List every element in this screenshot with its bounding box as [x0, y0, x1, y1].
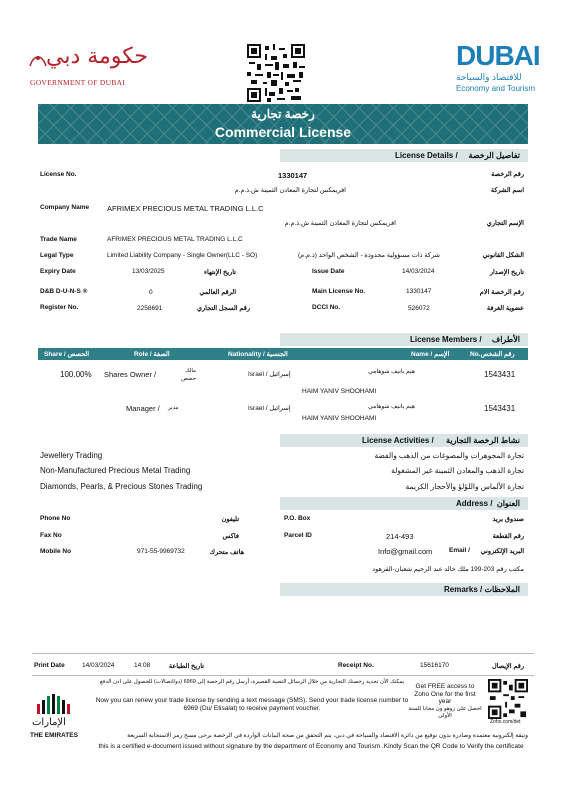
expiry-date-label-ar: تاريخ الإنتهاء — [203, 269, 236, 276]
gov-arabic-name: حكومة دبي — [46, 44, 148, 69]
col-share: Share / الحصص — [44, 351, 90, 358]
license-members-header — [280, 333, 528, 346]
remarks-header — [280, 583, 528, 596]
banner-title-arabic: رخصة تجارية — [251, 107, 315, 121]
member-nationality: Israel / إسرائيل — [248, 405, 291, 412]
zoho-promo-ar: احصل على زوهو ون مجانا للسنة الأولى — [408, 706, 482, 719]
phone-label: Phone No — [40, 515, 71, 522]
dept-english-name: Economy and Tourism — [456, 84, 535, 93]
main-license-label: Main License No. — [312, 288, 366, 295]
license-no-label: License No. — [40, 171, 77, 178]
member-share: 100.00% — [60, 370, 92, 379]
receipt-label-ar: رقم الإيصال — [491, 663, 524, 670]
duns-label: D&B D-U-N-S ® — [40, 288, 88, 295]
activity-ar: تجارة المجوهرات والمصوغات من الذهب والفضة — [374, 451, 524, 460]
fax-label-ar: فاكس — [222, 533, 239, 540]
company-name-ar: افريمكس لتجارة المعادن الثمينة ش.ذ.م.م — [234, 187, 346, 194]
remarks-title-en: Remarks / — [444, 585, 483, 594]
license-activities-header — [280, 434, 528, 447]
activity-ar: تجارة الألماس واللؤلؤ والأحجار الكريمة — [405, 482, 524, 491]
legal-type-label: Legal Type — [40, 252, 74, 259]
parcel-label-ar: رقم القطعة — [492, 533, 524, 540]
main-license-label-ar: رقم الرخصة الام — [479, 289, 524, 296]
dcci-no-label: DCCI No. — [312, 304, 341, 311]
banner-title-english: Commercial License — [214, 124, 352, 140]
email-label-ar: البريد الإلكتروني — [480, 548, 524, 555]
table-row — [38, 363, 528, 399]
col-name: Name / الإسم — [411, 351, 450, 358]
government-of-dubai-logo — [28, 44, 148, 92]
activity-en: Non-Manufactured Precious Metal Trading — [40, 466, 191, 475]
activity-ar: تجارة الذهب والمعادن الثمينة غير المشغولة — [391, 466, 524, 475]
issue-date-label: Issue Date — [312, 268, 345, 275]
renew-notice-en: Now you can renew your trade license by sending a text message (SMS). Send your trade license number to 6969 (Du/ Etisalat) to receive payment voucher. — [95, 697, 409, 712]
member-role-en: Shares Owner / — [104, 370, 157, 379]
pobox-label-ar: صندوق بريد — [492, 516, 524, 523]
gov-english-name: GOVERNMENT OF DUBAI — [30, 78, 126, 87]
company-name-value: AFRIMEX PRECIOUS METAL TRADING L.L.C — [107, 204, 264, 213]
the-emirates-logo — [28, 694, 86, 742]
renew-notice-ar: يمكنك الآن تجديد رخصتك التجارية من خلال الرسائل النصية القصيرة، أرسل رقم الرخصة إلى 6969 (دو/اتصالات) للحصول على اذن الدفع — [99, 679, 405, 685]
license-no-label-ar: رقم الرخصة — [491, 171, 524, 178]
member-no: 1543431 — [484, 370, 516, 379]
license-details-header — [280, 149, 528, 162]
trade-name-label-ar: الإسم التجاري — [486, 220, 524, 227]
license-details-title-en: License Details / — [395, 151, 458, 160]
expiry-date-label: Expiry Date — [40, 268, 76, 275]
member-name-ar: هيم يانيف شوهامي — [368, 404, 415, 410]
receipt-label: Receipt No. — [338, 662, 374, 669]
activity-en: Jewellery Trading — [40, 451, 103, 460]
member-name-en: HAIM YANIV SHOOHAMI — [302, 415, 377, 422]
footer-divider — [32, 653, 534, 654]
license-activities-title-ar: نشاط الرخصة التجارية — [446, 436, 520, 445]
member-role-en: Manager / — [126, 404, 160, 413]
print-date-label-ar: تاريخ الطباعة — [168, 663, 204, 670]
header-qr-code — [247, 44, 305, 102]
zoho-url: Zoho.com/det — [490, 719, 521, 725]
license-details-title-ar: تفاصيل الرخصة — [468, 151, 520, 160]
license-members-title-ar: الأطراف — [491, 335, 520, 344]
col-role: Role / الصفة — [134, 351, 170, 358]
register-no-label: Register No. — [40, 304, 79, 311]
company-name-label-ar: اسم الشركة — [490, 187, 524, 194]
emirates-arabic: الإمارات — [32, 717, 66, 728]
zoho-promo-en: Get FREE access to Zoho One for the first year — [414, 683, 476, 705]
email-label: Email / — [449, 547, 470, 554]
issue-date-label-ar: تاريخ الإصدار — [489, 269, 524, 276]
mobile-label: Mobile No — [40, 548, 72, 555]
phone-label-ar: تليفون — [221, 516, 239, 523]
member-no: 1543431 — [484, 404, 516, 413]
dcci-no-label-ar: عضوية الغرفة — [486, 305, 524, 312]
member-name-ar: هيم يانيف شوهامي — [368, 369, 415, 375]
print-time-value: 14:08 — [134, 662, 151, 669]
dubai-economy-tourism-logo — [452, 40, 542, 96]
trade-name-label: Trade Name — [40, 236, 77, 243]
zoho-qr-code — [488, 679, 528, 725]
member-nationality: Israel / إسرائيل — [248, 371, 291, 378]
register-no-label-ar: رقم السجل التجاري — [196, 305, 250, 312]
trade-name-value: AFRIMEX PRECIOUS METAL TRADING L.L.C — [107, 236, 243, 243]
zoho-promo — [408, 683, 482, 723]
parcel-label: Parcel ID — [284, 532, 312, 539]
legal-type-value: Limited Liability Company - Single Owner(LLC - SO) — [107, 252, 258, 259]
members-table-header — [38, 348, 528, 360]
legal-type-ar: شركة ذات مسؤولية محدودة - الشخص الواحد (ذ.م.م) — [298, 252, 440, 259]
emirates-bars-icon — [36, 694, 76, 716]
address-line-ar: مكتب رقم 203-199 ملك خالد عبد الرحيم شعبان-القرهود — [372, 566, 524, 573]
certified-notice-ar: وثيقة إلكترونية معتمدة وصادرة بدون توقيع من دائرة الاقتصاد والسياحة في دبي، يتم التحقق من صحة البيانات الواردة في الرخصة يرجى مسح رمز الاستجابة السريعة — [127, 733, 528, 739]
address-title-ar: العنوان — [496, 499, 520, 508]
dubai-wordmark: DUBAI — [456, 40, 540, 71]
print-date-label: Print Date — [34, 662, 65, 669]
dcci-no-value: 526072 — [408, 305, 430, 312]
gov-emblem-icon — [28, 52, 48, 68]
license-no-value: 1330147 — [278, 171, 308, 180]
table-row — [38, 399, 528, 427]
col-nationality: Nationality / الجنسية — [228, 351, 288, 358]
member-name-en: HAIM YANIV SHOOHAMI — [302, 388, 377, 395]
license-activities-title-en: License Activities / — [362, 436, 434, 445]
receipt-value: 15616170 — [420, 662, 449, 669]
address-title-en: Address / — [456, 499, 493, 508]
address-header — [280, 497, 528, 510]
register-no-value: 2258691 — [137, 305, 163, 312]
member-role-ar: مالك حصص — [181, 368, 196, 382]
mobile-value: 971-55-9969732 — [137, 548, 185, 555]
certified-notice-en: this is a certified e-document issued without signature by the department of Economy and Tourism .Kindly Scan the QR Code to Verify the certificate — [98, 743, 524, 750]
remarks-title-ar: الملاحظات — [484, 585, 520, 594]
parcel-value: 214-493 — [386, 532, 414, 541]
dept-arabic-name: للاقتصاد والسياحة — [456, 72, 522, 82]
member-role-ar: مدير — [168, 405, 179, 411]
commercial-license-banner — [38, 104, 528, 144]
legal-type-label-ar: الشكل القانوني — [482, 252, 524, 259]
duns-label-ar: الرقم العالمي — [199, 289, 236, 296]
trade-name-ar: افريمكس لتجارة المعادن الثمينة ش.ذ.م.م — [284, 220, 396, 227]
email-value: Info@gmail.com — [378, 547, 433, 556]
pobox-label: P.O. Box — [284, 515, 311, 522]
duns-value: 0 — [149, 289, 153, 296]
emirates-english: THE EMIRATES — [30, 732, 78, 739]
print-date-value: 14/03/2024 — [82, 662, 115, 669]
mobile-label-ar: هاتف متحرك — [209, 549, 244, 556]
issue-date-value: 14/03/2024 — [402, 268, 435, 275]
activity-en: Diamonds, Pearls, & Precious Stones Trading — [40, 482, 203, 491]
footer-divider-2 — [32, 675, 534, 676]
main-license-value: 1330147 — [406, 288, 432, 295]
license-members-title-en: License Members / — [410, 335, 482, 344]
fax-label: Fax No — [40, 532, 62, 539]
expiry-date-value: 13/03/2025 — [132, 268, 165, 275]
company-name-label: Company Name — [40, 204, 90, 211]
col-no: No.رقم الشخص — [470, 351, 515, 358]
